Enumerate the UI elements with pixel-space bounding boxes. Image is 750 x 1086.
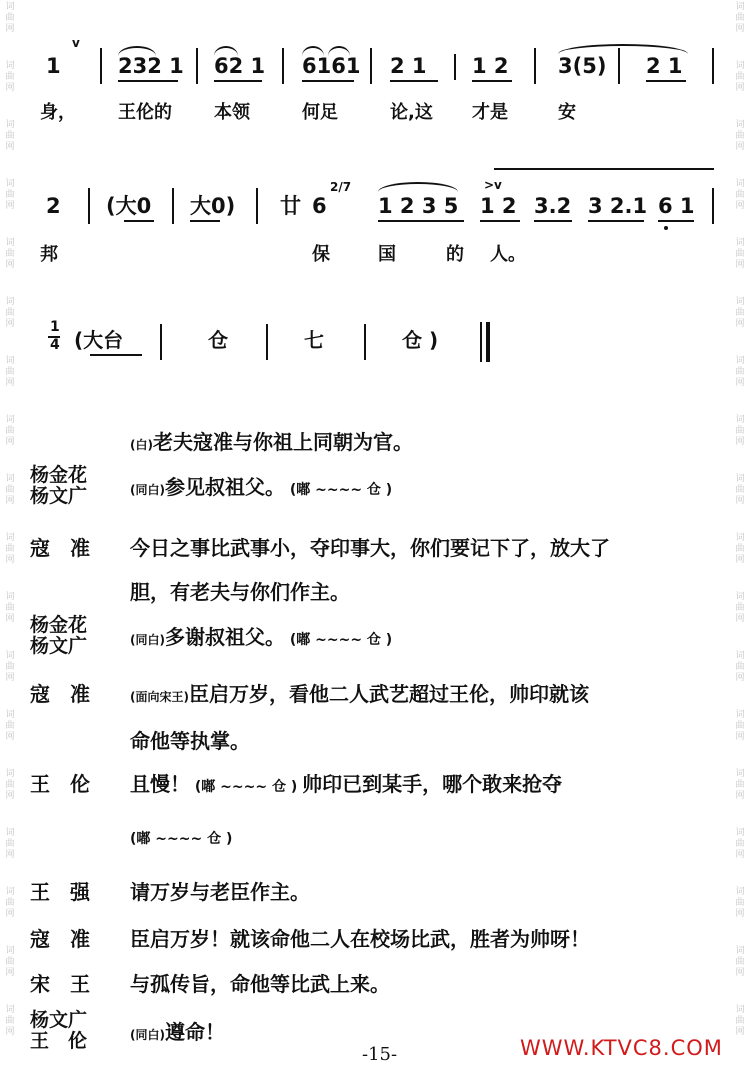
lyric: 身， [40,102,76,123]
watermark-group [735,61,744,94]
watermark-char: 网 [735,83,745,93]
watermark-group [5,887,14,920]
watermark-group [5,946,14,979]
watermark-char: 词 [735,710,745,720]
watermark-group [735,651,744,684]
watermark-right [732,0,748,1086]
gong-cue: (嘟 ~~~~ 仓 ) [284,482,393,498]
watermark-char: 词 [5,828,15,838]
barline-end [712,188,714,224]
watermark-group [5,297,14,330]
page-number: -15- [362,1044,398,1065]
watermark-char: 词 [735,828,745,838]
watermark-char: 词 [735,120,745,130]
watermark-group [735,179,744,212]
watermark-char: 词 [5,533,15,543]
watermark-char: 曲 [735,662,745,672]
watermark-char: 网 [5,968,15,978]
speech-content: 帅印已到某手，哪个敢来抢夺 [302,772,563,796]
watermark-char: 曲 [735,721,745,731]
note: 3(5) [558,54,607,78]
speech-line [130,526,730,570]
watermark-char: 词 [5,1005,15,1015]
watermark-group [735,887,744,920]
note: 3.2 [534,194,572,218]
speech-content: 遵命！ [164,1020,225,1044]
watermark-group [5,2,14,35]
watermark-char: 网 [735,378,745,388]
watermark-char: 网 [5,496,15,506]
watermark-char: 词 [5,887,15,897]
watermark-char: 词 [735,887,745,897]
beam [646,80,686,82]
lyric: 的 [446,244,464,265]
watermark-char: 网 [735,614,745,624]
speech-content: 多谢叔祖父。 [164,625,285,649]
speech-text [130,465,730,512]
watermark-char: 网 [5,319,15,329]
watermark-char: 曲 [5,131,15,141]
watermark-char: 曲 [5,662,15,672]
gong-cue: (嘟 ~~~~ 仓 ) [130,831,233,847]
note: 2 [46,194,61,218]
barline [100,48,102,84]
watermark-group [5,238,14,271]
watermark-char: 网 [5,614,15,624]
watermark-group [5,120,14,153]
barline [534,48,536,84]
watermark-group [735,415,744,448]
watermark-char: 网 [735,968,745,978]
barline [370,48,372,84]
speech-line: 胆，有老夫与你们作主。 [130,580,350,604]
watermark-group [5,474,14,507]
watermark-char: 网 [5,1027,15,1037]
speech-text [130,962,730,1006]
accent-breath: >v [484,178,502,192]
watermark-char: 网 [5,142,15,152]
watermark-char: 网 [5,24,15,34]
barline [256,188,258,224]
watermark-char: 词 [735,533,745,543]
note: 1 2 [480,194,517,218]
watermark-char: 词 [735,297,745,307]
site-watermark: WWW.KTVC8.COM [520,1036,723,1060]
barline [618,48,620,84]
speaker-name: 寇 准 [30,927,90,951]
lyric: 邦 [40,244,58,265]
watermark-char: 曲 [5,426,15,436]
watermark-group [5,533,14,566]
barline [364,324,366,360]
percussion: 仓 ) [402,328,439,352]
note: 6161 [302,54,361,78]
stage-cue: (同白) [130,483,165,497]
watermark-char: 网 [735,1027,745,1037]
notation-line-2 [40,168,730,264]
watermark-char: 曲 [735,485,745,495]
watermark-char: 词 [5,946,15,956]
percussion: 七 [304,328,324,352]
time-signature-bottom: 4 [50,337,60,353]
watermark-char: 曲 [5,190,15,200]
speaker-name: 王 强 [30,880,90,904]
watermark-char: 网 [735,496,745,506]
beam [90,354,142,356]
final-barline-thin [480,322,482,362]
free-meter-mark: 廿 [280,194,301,218]
watermark-char: 曲 [5,839,15,849]
note: 3 2.1 [588,194,648,218]
speaker-name: 杨金花 杨文广 [30,464,88,507]
watermark-group [735,474,744,507]
lyric: 本领 [214,102,250,123]
speech-text [130,917,730,961]
speaker-name: 杨金花 杨文广 [30,614,88,657]
watermark-char: 词 [5,651,15,661]
gong-cue: (嘟 ~~~~ 仓 ) [284,632,393,648]
stage-cue: (白) [130,438,153,452]
watermark-char: 曲 [735,898,745,908]
watermark-char: 词 [5,415,15,425]
grace-notes: 2/7 [330,180,352,194]
speech-line [130,870,730,914]
watermark-group [5,61,14,94]
speech-text [130,870,730,914]
watermark-group [735,120,744,153]
watermark-char: 曲 [5,249,15,259]
speech-text [130,526,730,614]
beam [190,220,220,222]
watermark-char: 词 [735,179,745,189]
breath-mark: v [72,36,80,50]
lyric: 安 [558,102,576,123]
beam [588,220,644,222]
note: 232 1 [118,54,184,78]
watermark-char: 词 [735,474,745,484]
slur [378,182,458,192]
watermark-char: 曲 [735,308,745,318]
final-barline-thick [486,322,490,362]
watermark-char: 曲 [735,544,745,554]
watermark-group [735,946,744,979]
watermark-char: 词 [735,61,745,71]
lyric: 人。 [490,244,526,265]
watermark-char: 曲 [735,839,745,849]
speech-content: 老夫寇准与你祖上同朝为官。 [152,430,413,454]
watermark-char: 网 [5,378,15,388]
speech-line [130,465,730,512]
watermark-char: 网 [735,732,745,742]
watermark-char: 词 [5,120,15,130]
note: 6 1 [658,194,695,218]
note: 1 [46,54,61,78]
watermark-char: 网 [5,673,15,683]
speech-content: 与孤传旨，命他等比武上来。 [130,972,390,996]
speech-text [130,420,730,467]
watermark-group [735,828,744,861]
watermark-char: 词 [735,2,745,12]
lyric: 才是 [472,102,508,123]
watermark-char: 词 [5,769,15,779]
speech-line [130,962,730,1006]
watermark-char: 曲 [5,308,15,318]
watermark-char: 网 [735,260,745,270]
watermark-char: 词 [735,1005,745,1015]
watermark-char: 网 [735,201,745,211]
beam [378,220,464,222]
watermark-char: 网 [735,909,745,919]
watermark-char: 网 [735,555,745,565]
watermark-char: 曲 [5,721,15,731]
watermark-char: 曲 [735,603,745,613]
speech-content: 臣启万岁！就该命他二人在校场比武，胜者为帅呀！ [130,927,590,951]
beam [480,220,520,222]
slur [558,44,688,54]
beam [390,80,438,82]
watermark-char: 曲 [5,603,15,613]
watermark-char: 词 [735,238,745,248]
note: 2 1 [390,54,427,78]
watermark-char: 曲 [735,1016,745,1026]
watermark-char: 网 [735,850,745,860]
watermark-char: 网 [5,850,15,860]
watermark-char: 网 [5,909,15,919]
watermark-char: 词 [5,179,15,189]
watermark-char: 曲 [5,898,15,908]
beam [118,80,178,82]
lyric: 何足 [302,102,338,123]
barline-dashed [454,54,456,80]
watermark-char: 网 [735,319,745,329]
speech-line [130,615,730,662]
watermark-char: 曲 [5,72,15,82]
speech-line [130,917,730,961]
speech-line: 命他等执掌。 [130,729,250,753]
barline [196,48,198,84]
beam [534,220,572,222]
notation-line-1 [40,36,730,130]
watermark-char: 曲 [735,190,745,200]
beam [658,220,694,222]
watermark-group [735,2,744,35]
speech-text [130,762,730,869]
notation-line-3 [40,318,730,368]
watermark-char: 网 [5,201,15,211]
watermark-char: 曲 [735,367,745,377]
watermark-char: 词 [5,474,15,484]
watermark-char: 词 [735,415,745,425]
beam [472,80,512,82]
watermark-group [5,651,14,684]
note: 1 2 3 5 [378,194,459,218]
note: 1 2 [472,54,509,78]
note: 2 1 [646,54,683,78]
watermark-char: 词 [735,946,745,956]
stage-cue: (同白) [130,633,165,647]
watermark-char: 曲 [735,780,745,790]
barline [160,324,162,360]
note: 大0) [190,194,236,218]
speech-line [130,672,730,719]
watermark-char: 曲 [735,426,745,436]
watermark-group [5,710,14,743]
watermark-group [735,297,744,330]
watermark-char: 词 [5,710,15,720]
watermark-char: 网 [5,260,15,270]
watermark-char: 词 [5,297,15,307]
speech-content: 今日之事比武事小，夺印事大，你们要记下了，放大了 [130,536,610,560]
speaker-name: 王 伦 [30,772,90,796]
watermark-group [735,592,744,625]
watermark-group [5,1005,14,1038]
time-signature-top: 1 [50,319,60,335]
watermark-char: 曲 [5,1016,15,1026]
beam [124,220,154,222]
watermark-group [735,533,744,566]
watermark-char: 词 [735,651,745,661]
stage-cue: (面向宋王) [130,690,189,704]
watermark-char: 网 [5,83,15,93]
percussion: (大台 [74,328,124,352]
watermark-char: 网 [735,673,745,683]
watermark-char: 曲 [5,13,15,23]
speaker-name: 寇 准 [30,682,90,706]
watermark-group [5,828,14,861]
watermark-char: 词 [735,769,745,779]
watermark-group [5,179,14,212]
watermark-group [5,592,14,625]
watermark-char: 曲 [5,957,15,967]
percussion: 仓 [208,328,228,352]
watermark-left [2,0,18,1086]
watermark-group [735,238,744,271]
barline [282,48,284,84]
watermark-group [735,1005,744,1038]
watermark-group [5,356,14,389]
watermark-char: 网 [5,791,15,801]
watermark-char: 词 [5,238,15,248]
note: 62 1 [214,54,266,78]
watermark-char: 曲 [5,544,15,554]
watermark-char: 曲 [5,367,15,377]
note: (大0 [106,194,152,218]
speaker-name: 寇 准 [30,536,90,560]
watermark-char: 曲 [735,72,745,82]
speech-text [130,615,730,662]
lyric: 王伦的 [118,102,172,123]
stage-cue: (同白) [130,1028,165,1042]
watermark-char: 词 [5,61,15,71]
watermark-char: 词 [735,356,745,366]
watermark-char: 词 [735,592,745,602]
barline-end [712,48,714,84]
beam [214,80,262,82]
speech-content: 且慢！ [130,772,190,796]
lyric: 论,这 [390,102,433,123]
speaker-name: 杨文广 王 伦 [30,1009,88,1052]
watermark-group [5,415,14,448]
gong-cue: (嘟 ~~~~ 仓 ) [190,779,303,795]
watermark-char: 网 [735,437,745,447]
watermark-group [735,769,744,802]
watermark-char: 曲 [735,131,745,141]
extension-line [494,168,714,170]
watermark-char: 网 [5,555,15,565]
watermark-char: 网 [735,24,745,34]
speaker-name: 宋 王 [30,972,90,996]
watermark-char: 词 [5,592,15,602]
lyric: 国 [378,244,396,265]
watermark-char: 曲 [735,13,745,23]
watermark-char: 曲 [5,780,15,790]
speech-content: 请万岁与老臣作主。 [130,880,310,904]
watermark-char: 词 [5,356,15,366]
barline [172,188,174,224]
note: 6 [312,194,327,218]
barline [88,188,90,224]
barline [266,324,268,360]
lyric: 保 [312,244,330,265]
watermark-group [5,769,14,802]
watermark-char: 曲 [735,957,745,967]
watermark-group [735,710,744,743]
watermark-char: 网 [5,437,15,447]
speech-text [130,672,730,763]
speech-content: 臣启万岁，看他二人武艺超过王伦，帅印就该 [188,682,589,706]
beam [302,80,354,82]
watermark-char: 曲 [5,485,15,495]
low-dot [664,226,668,230]
watermark-char: 网 [735,142,745,152]
speech-content: 参见叔祖父。 [164,475,285,499]
watermark-char: 网 [735,791,745,801]
watermark-char: 词 [5,2,15,12]
watermark-char: 网 [5,732,15,742]
speech-line [130,762,730,809]
speech-line [130,420,730,467]
watermark-char: 曲 [735,249,745,259]
watermark-group [735,356,744,389]
